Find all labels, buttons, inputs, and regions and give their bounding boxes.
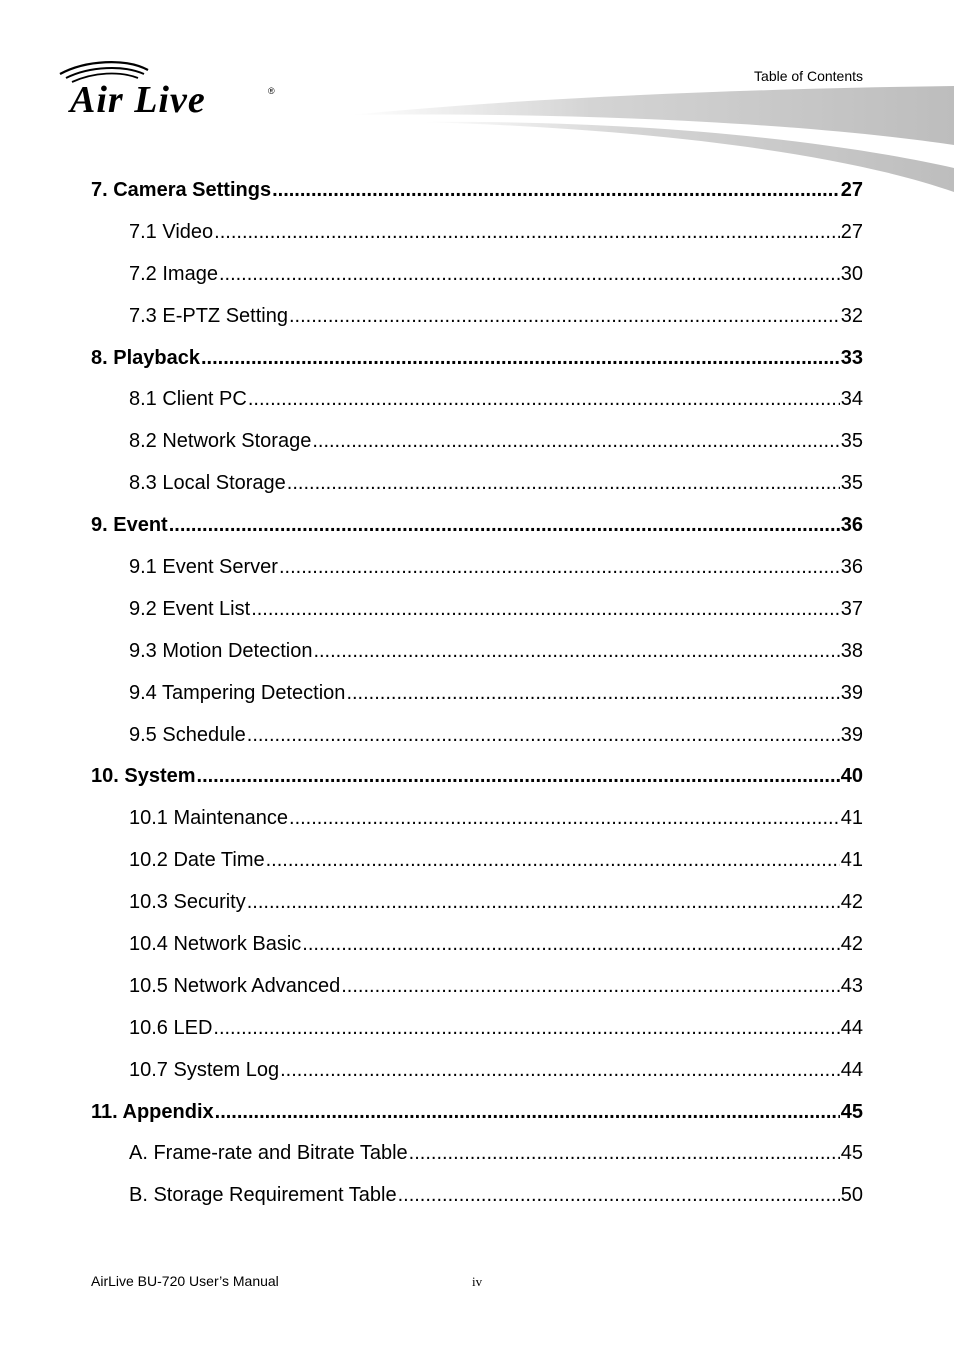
toc-entry[interactable] <box>91 882 863 924</box>
footer-page-number: iv <box>472 1274 483 1289</box>
toc-entry-page: 44 <box>840 1058 863 1081</box>
toc-entry-page: 40 <box>840 765 863 788</box>
toc-entry[interactable] <box>91 966 863 1008</box>
toc-entry-page: 39 <box>840 723 863 746</box>
toc-entry-title: 8.1 Client PC <box>129 388 247 411</box>
toc-entry-title: 10.6 LED <box>129 1016 213 1039</box>
toc-entry-title: 7.2 Image <box>129 262 218 285</box>
toc-entry-title: 8.2 Network Storage <box>129 430 312 453</box>
toc-entry[interactable] <box>91 631 863 673</box>
toc-entry[interactable] <box>91 840 863 882</box>
toc-entry[interactable] <box>91 547 863 589</box>
toc-entry-page: 42 <box>840 891 863 914</box>
toc-dot-leader <box>287 463 840 505</box>
toc-entry-page: 42 <box>840 933 863 956</box>
toc-entry[interactable] <box>91 379 863 421</box>
toc-entry-title: 7. Camera Settings <box>91 179 272 201</box>
toc-entry-title: 8. Playback <box>91 346 200 369</box>
toc-entry-page: 39 <box>840 681 863 704</box>
toc-entry-title: 10.7 System Log <box>129 1058 280 1081</box>
toc-entry-title: 9. Event <box>91 514 168 537</box>
airlive-logo: Air Live <box>70 79 206 121</box>
toc-entry-title: B. Storage Requirement Table <box>129 1184 397 1207</box>
toc-dot-leader <box>279 547 840 589</box>
toc-dot-leader <box>219 254 840 296</box>
toc-entry[interactable] <box>91 1008 863 1050</box>
toc-dot-leader <box>169 505 840 547</box>
toc-entry-title: 10.2 Date Time <box>129 849 265 872</box>
footer-manual-title: AirLive BU-720 User’s Manual <box>91 1273 279 1289</box>
toc-entry[interactable] <box>91 421 863 463</box>
toc-entry-title: 9.5 Schedule <box>129 723 246 746</box>
toc-dot-leader <box>289 798 840 840</box>
toc-dot-leader <box>247 882 840 924</box>
toc-entry-page: 50 <box>840 1184 863 1207</box>
toc-entry[interactable] <box>91 296 863 338</box>
toc-entry-page: 27 <box>840 179 863 201</box>
toc-entry-page: 27 <box>840 220 863 243</box>
toc-entry[interactable] <box>91 589 863 631</box>
toc-entry-page: 35 <box>840 430 863 453</box>
toc-entry-title: 7.1 Video <box>129 220 214 243</box>
toc-dot-leader <box>289 296 840 338</box>
toc-entry-title: 10.5 Network Advanced <box>129 974 341 997</box>
toc-entry-page: 30 <box>840 262 863 285</box>
toc-dot-leader <box>213 1008 839 1050</box>
toc-entry-page: 36 <box>840 514 863 537</box>
toc-dot-leader <box>272 170 840 212</box>
toc-entry-page: 45 <box>840 1142 863 1165</box>
toc-dot-leader <box>312 421 839 463</box>
toc-entry[interactable] <box>91 170 863 212</box>
toc-dot-leader <box>398 1175 840 1217</box>
toc-entry[interactable] <box>91 254 863 296</box>
toc-entry-page: 35 <box>840 472 863 495</box>
toc-dot-leader <box>197 756 840 798</box>
toc-entry-page: 33 <box>840 346 863 369</box>
toc-entry-page: 38 <box>840 639 863 662</box>
toc-entry[interactable] <box>91 756 863 798</box>
registered-mark: ® <box>268 86 275 96</box>
toc-dot-leader <box>248 379 840 421</box>
toc-dot-leader <box>409 1133 840 1175</box>
toc-entry-page: 45 <box>840 1100 863 1123</box>
toc-dot-leader <box>302 924 839 966</box>
toc-dot-leader <box>346 673 839 715</box>
toc-dot-leader <box>251 589 840 631</box>
toc-entry-title: 10. System <box>91 765 196 788</box>
toc-entry-title: 9.1 Event Server <box>129 556 278 579</box>
toc-dot-leader <box>341 966 840 1008</box>
toc-entry[interactable] <box>91 1175 863 1217</box>
toc-entry-title: 10.1 Maintenance <box>129 807 289 830</box>
toc-entry[interactable] <box>91 1092 863 1134</box>
toc-dot-leader <box>266 840 840 882</box>
toc-entry[interactable] <box>91 1050 863 1092</box>
toc-entry-page: 34 <box>840 388 863 411</box>
toc-entry-page: 32 <box>840 304 863 327</box>
toc-dot-leader <box>313 631 839 673</box>
toc-dot-leader <box>201 338 840 380</box>
toc-entry-title: 11. Appendix <box>91 1100 214 1123</box>
toc-entry-title: 9.4 Tampering Detection <box>129 681 346 704</box>
toc-entry[interactable] <box>91 715 863 757</box>
toc-entry[interactable] <box>91 673 863 715</box>
table-of-contents <box>91 170 863 1217</box>
toc-entry-title: 9.3 Motion Detection <box>129 639 313 662</box>
toc-entry-page: 36 <box>840 556 863 579</box>
toc-dot-leader <box>247 715 840 757</box>
header-section-label: Table of Contents <box>754 68 863 84</box>
toc-entry-title: 10.4 Network Basic <box>129 933 302 956</box>
toc-entry-page: 37 <box>840 597 863 620</box>
toc-dot-leader <box>215 1092 840 1134</box>
toc-dot-leader <box>280 1050 840 1092</box>
toc-dot-leader <box>214 212 840 254</box>
toc-entry-title: 10.3 Security <box>129 891 246 914</box>
toc-entry[interactable] <box>91 338 863 380</box>
toc-entry[interactable] <box>91 505 863 547</box>
toc-entry-title: 7.3 E-PTZ Setting <box>129 304 288 327</box>
toc-entry-page: 41 <box>840 849 863 872</box>
toc-entry[interactable] <box>91 924 863 966</box>
toc-entry-page: 44 <box>840 1016 863 1039</box>
toc-entry[interactable] <box>91 798 863 840</box>
toc-entry-title: A. Frame-rate and Bitrate Table <box>129 1142 408 1165</box>
toc-entry-title: 9.2 Event List <box>129 597 251 620</box>
toc-entry-page: 43 <box>840 974 863 997</box>
toc-entry-title: 8.3 Local Storage <box>129 472 286 495</box>
toc-entry[interactable] <box>91 1133 863 1175</box>
toc-entry-page: 41 <box>840 807 863 830</box>
toc-entry[interactable] <box>91 212 863 254</box>
toc-entry[interactable] <box>91 463 863 505</box>
